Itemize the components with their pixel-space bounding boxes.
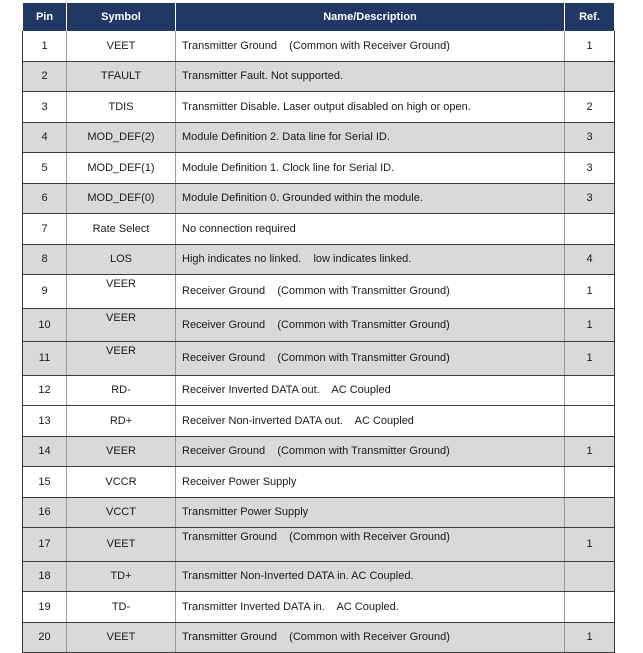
table-row: [23, 622, 615, 653]
table-row: [23, 375, 615, 406]
pin-cell: 7: [23, 214, 67, 245]
pin-cell: 2: [23, 61, 67, 92]
symbol-cell: MOD_DEF(0): [67, 183, 176, 214]
ref-cell: [565, 497, 615, 528]
ref-cell: 2: [565, 92, 615, 123]
description-cell: Transmitter Ground (Common with Receiver Ground): [176, 528, 565, 562]
table-row: [23, 528, 615, 562]
pin-cell: 9: [23, 275, 67, 309]
header-description: Name/Description: [176, 3, 565, 31]
pin-cell: 16: [23, 497, 67, 528]
pin-cell: 19: [23, 592, 67, 623]
table-row: [23, 92, 615, 123]
description-cell: Transmitter Disable. Laser output disabled on high or open.: [176, 92, 565, 123]
description-cell: No connection required: [176, 214, 565, 245]
symbol-cell: MOD_DEF(2): [67, 122, 176, 153]
ref-cell: [565, 467, 615, 498]
description-cell: Transmitter Non-Inverted DATA in. AC Coupled.: [176, 561, 565, 592]
table-row: [23, 275, 615, 309]
table-row: [23, 467, 615, 498]
table-row: [23, 592, 615, 623]
symbol-cell: RD+: [67, 406, 176, 437]
ref-cell: 3: [565, 153, 615, 184]
pin-cell: 4: [23, 122, 67, 153]
ref-cell: 1: [565, 342, 615, 376]
table-row: [23, 406, 615, 437]
description-cell: Transmitter Inverted DATA in. AC Coupled.: [176, 592, 565, 623]
pin-cell: 1: [23, 31, 67, 61]
pin-cell: 12: [23, 375, 67, 406]
symbol-cell: TD+: [67, 561, 176, 592]
symbol-cell: VEER: [67, 342, 176, 376]
pin-cell: 13: [23, 406, 67, 437]
pin-cell: 10: [23, 308, 67, 342]
symbol-cell: VEER: [67, 436, 176, 467]
symbol-cell: VEET: [67, 622, 176, 653]
ref-cell: 4: [565, 244, 615, 275]
table-row: [23, 31, 615, 61]
ref-cell: [565, 406, 615, 437]
description-cell: Receiver Non-inverted DATA out. AC Coupled: [176, 406, 565, 437]
description-cell: Receiver Ground (Common with Transmitter Ground): [176, 308, 565, 342]
symbol-cell: VCCR: [67, 467, 176, 498]
pin-cell: 8: [23, 244, 67, 275]
pin-cell: 3: [23, 92, 67, 123]
symbol-cell: TDIS: [67, 92, 176, 123]
symbol-cell: VEER: [67, 308, 176, 342]
header-symbol: Symbol: [67, 3, 176, 31]
table-row: [23, 308, 615, 342]
ref-cell: 1: [565, 622, 615, 653]
symbol-cell: VEER: [67, 275, 176, 309]
table-row: [23, 436, 615, 467]
symbol-cell: TFAULT: [67, 61, 176, 92]
ref-cell: 1: [565, 308, 615, 342]
table-row: [23, 153, 615, 184]
description-cell: Module Definition 1. Clock line for Serial ID.: [176, 153, 565, 184]
symbol-cell: VEET: [67, 528, 176, 562]
ref-cell: 1: [565, 436, 615, 467]
ref-cell: 1: [565, 31, 615, 61]
pin-cell: 18: [23, 561, 67, 592]
ref-cell: 3: [565, 122, 615, 153]
symbol-cell: MOD_DEF(1): [67, 153, 176, 184]
pin-cell: 20: [23, 622, 67, 653]
description-cell: Transmitter Fault. Not supported.: [176, 61, 565, 92]
description-cell: Receiver Inverted DATA out. AC Coupled: [176, 375, 565, 406]
description-cell: Receiver Power Supply: [176, 467, 565, 498]
table-row: [23, 183, 615, 214]
ref-cell: [565, 61, 615, 92]
symbol-cell: Rate Select: [67, 214, 176, 245]
table-row: [23, 214, 615, 245]
symbol-cell: LOS: [67, 244, 176, 275]
header-ref: Ref.: [565, 3, 615, 31]
description-cell: Receiver Ground (Common with Transmitter Ground): [176, 436, 565, 467]
description-cell: Module Definition 2. Data line for Serial ID.: [176, 122, 565, 153]
pin-definition-table: [22, 3, 615, 653]
pin-cell: 11: [23, 342, 67, 376]
symbol-cell: RD-: [67, 375, 176, 406]
table-row: [23, 61, 615, 92]
description-cell: Receiver Ground (Common with Transmitter Ground): [176, 342, 565, 376]
pin-cell: 14: [23, 436, 67, 467]
table-row: [23, 244, 615, 275]
description-cell: Module Definition 0. Grounded within the module.: [176, 183, 565, 214]
symbol-cell: VCCT: [67, 497, 176, 528]
pin-cell: 6: [23, 183, 67, 214]
description-cell: Receiver Ground (Common with Transmitter Ground): [176, 275, 565, 309]
description-cell: Transmitter Ground (Common with Receiver Ground): [176, 622, 565, 653]
table-row: [23, 342, 615, 376]
table-row: [23, 122, 615, 153]
ref-cell: 3: [565, 183, 615, 214]
header-pin: Pin: [23, 3, 67, 31]
ref-cell: 1: [565, 275, 615, 309]
symbol-cell: VEET: [67, 31, 176, 61]
ref-cell: [565, 592, 615, 623]
pin-cell: 15: [23, 467, 67, 498]
description-cell: Transmitter Ground (Common with Receiver Ground): [176, 31, 565, 61]
ref-cell: 1: [565, 528, 615, 562]
ref-cell: [565, 561, 615, 592]
symbol-cell: TD-: [67, 592, 176, 623]
description-cell: High indicates no linked. low indicates linked.: [176, 244, 565, 275]
pin-cell: 17: [23, 528, 67, 562]
ref-cell: [565, 214, 615, 245]
pin-cell: 5: [23, 153, 67, 184]
table-row: [23, 497, 615, 528]
ref-cell: [565, 375, 615, 406]
table-header-row: [23, 3, 615, 31]
description-cell: Transmitter Power Supply: [176, 497, 565, 528]
table-row: [23, 561, 615, 592]
